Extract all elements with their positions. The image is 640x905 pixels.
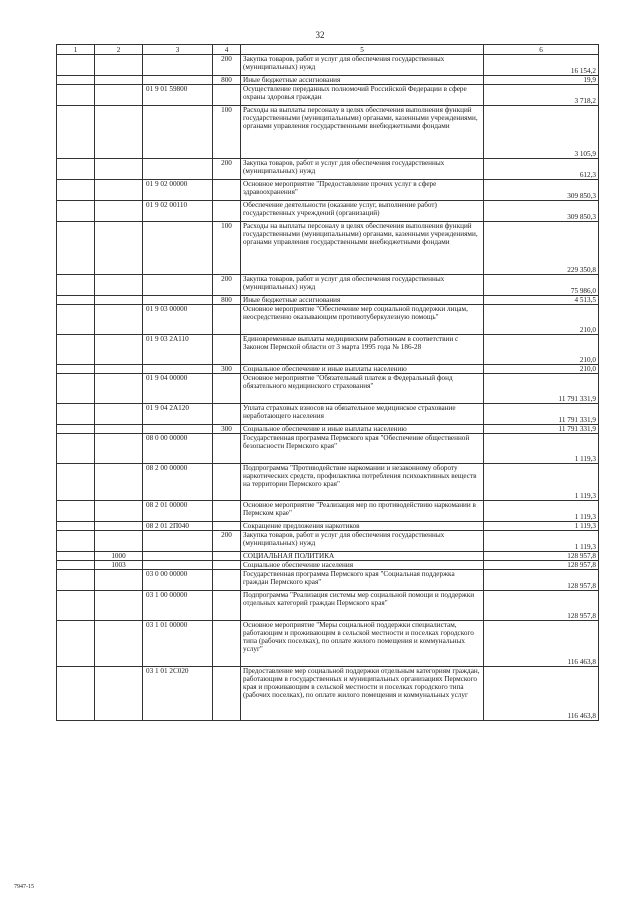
row-amount: 210,0 [484,305,599,335]
row-expense-type: 300 [213,425,241,434]
table-row [57,531,599,552]
row-section [95,374,143,404]
row-description: Закупка товаров, работ и услуг для обеспечения государственных (муниципальных) нужд [241,275,484,296]
row-section [95,106,143,159]
table-row [57,222,599,275]
row-section [95,296,143,305]
table-row [57,404,599,425]
row-amount: 4 513,5 [484,296,599,305]
row-target-code: 08 2 00 00000 [143,464,213,501]
table-row [57,305,599,335]
table-row [57,180,599,201]
table-row [57,55,599,76]
page-number: 32 [315,30,325,40]
row-section [95,201,143,222]
row-target-code: 01 9 01 59800 [143,85,213,106]
row-col1 [57,201,95,222]
row-target-code: 01 9 03 00000 [143,305,213,335]
row-expense-type [213,667,241,721]
row-amount: 11 791 331,9 [484,425,599,434]
table-row [57,434,599,464]
row-amount: 128 957,8 [484,561,599,570]
row-section [95,621,143,667]
budget-table [56,44,599,721]
row-amount: 116 463,8 [484,667,599,721]
row-amount: 1 119,3 [484,522,599,531]
row-amount: 210,0 [484,335,599,365]
row-target-code [143,106,213,159]
row-description: Сокращение предложения наркотиков [241,522,484,531]
row-col1 [57,296,95,305]
row-amount: 1 119,3 [484,501,599,522]
row-amount: 11 791 331,9 [484,374,599,404]
row-section [95,570,143,591]
row-amount: 75 986,0 [484,275,599,296]
row-target-code [143,159,213,180]
row-description: Обеспечение деятельности (оказание услуг, выполнение работ) государственных учреждений (организаций) [241,201,484,222]
row-col1 [57,570,95,591]
row-section [95,85,143,106]
row-target-code: 08 0 00 00000 [143,434,213,464]
row-expense-type: 100 [213,106,241,159]
table-row [57,106,599,159]
row-description: Расходы на выплаты персоналу в целях обеспечения выполнения функций государственными (муниципальными) органами, казенными учреждениями, органами управления государственными внебюджетными фондами [241,106,484,159]
row-expense-type: 300 [213,365,241,374]
row-section [95,305,143,335]
row-target-code [143,55,213,76]
table-row [57,335,599,365]
row-amount: 229 350,8 [484,222,599,275]
table-row [57,76,599,85]
row-target-code: 01 9 02 00000 [143,180,213,201]
row-description: Государственная программа Пермского края "Социальная поддержка граждан Пермского края" [241,570,484,591]
row-expense-type [213,621,241,667]
row-section [95,55,143,76]
row-expense-type [213,434,241,464]
row-expense-type [213,201,241,222]
row-description: Социальное обеспечение населения [241,561,484,570]
row-description: Предоставление мер социальной поддержки отдельным категориям граждан, работающим в государственных и муниципальных организациях Пермского края и проживающим в сельской местности и поселках городского типа (рабочих поселках), по оплате жилого помещения и коммунальных услуг [241,667,484,721]
table-row [57,561,599,570]
row-target-code: 03 1 00 00000 [143,591,213,621]
row-col1 [57,159,95,180]
row-description: Социальное обеспечение и иные выплаты населению [241,365,484,374]
column-number: 2 [95,45,143,55]
row-col1 [57,425,95,434]
column-number: 3 [143,45,213,55]
row-description: Основное мероприятие "Обязательный платеж в Федеральный фонд обязательного медицинского страхования" [241,374,484,404]
row-description: Основное мероприятие "Меры социальной поддержки специалистам, работающим и проживающим в сельской местности и поселках городского типа (рабочих поселках), по оплате жилого помещения и коммунальных услуг" [241,621,484,667]
row-col1 [57,404,95,425]
table-row [57,275,599,296]
row-target-code [143,425,213,434]
row-expense-type: 200 [213,531,241,552]
row-amount: 612,3 [484,159,599,180]
row-target-code [143,222,213,275]
row-amount: 11 791 331,9 [484,404,599,425]
row-expense-type: 800 [213,296,241,305]
row-section [95,76,143,85]
row-section: 1000 [95,552,143,561]
row-section [95,501,143,522]
row-expense-type: 200 [213,55,241,76]
row-expense-type [213,335,241,365]
row-target-code: 01 9 04 00000 [143,374,213,404]
row-description: Основное мероприятие "Реализация мер по противодействию наркомании в Пермском крае" [241,501,484,522]
table-row [57,552,599,561]
row-description: Основное мероприятие "Обеспечение мер социальной поддержки лицам, неосредственно оказывающим противотуберкулезную помощь" [241,305,484,335]
row-expense-type [213,374,241,404]
row-description: Социальное обеспечение и иные выплаты населению [241,425,484,434]
row-col1 [57,55,95,76]
footer-code: 7947-15 [14,884,34,890]
table-row [57,621,599,667]
row-section [95,522,143,531]
row-col1 [57,275,95,296]
row-section [95,531,143,552]
row-expense-type [213,552,241,561]
row-target-code [143,76,213,85]
row-section [95,434,143,464]
row-expense-type [213,180,241,201]
row-target-code: 01 9 03 2А110 [143,335,213,365]
table-row [57,501,599,522]
row-amount: 116 463,8 [484,621,599,667]
row-col1 [57,531,95,552]
table-row [57,296,599,305]
row-col1 [57,222,95,275]
row-section [95,159,143,180]
row-target-code [143,275,213,296]
row-target-code: 08 2 01 2П040 [143,522,213,531]
row-section [95,222,143,275]
row-target-code: 08 2 01 00000 [143,501,213,522]
row-col1 [57,434,95,464]
row-section [95,464,143,501]
row-col1 [57,365,95,374]
column-number: 4 [213,45,241,55]
table-row [57,464,599,501]
table-row [57,425,599,434]
row-description: Единовременные выплаты медицинским работникам в соответствии с Законом Пермской области от 3 марта 1995 года № 186-28 [241,335,484,365]
row-section [95,180,143,201]
row-description: Государственная программа Пермского края "Обеспечение общественной безопасности Пермского края" [241,434,484,464]
row-amount: 3 718,2 [484,85,599,106]
row-col1 [57,305,95,335]
row-amount: 128 957,8 [484,570,599,591]
row-expense-type [213,305,241,335]
row-description: Осуществление переданных полномочий Российской Федерации в сфере охраны здоровья граждан [241,85,484,106]
table-row [57,667,599,721]
row-section: 1003 [95,561,143,570]
row-amount: 3 105,9 [484,106,599,159]
column-number: 6 [484,45,599,55]
row-target-code [143,561,213,570]
row-col1 [57,561,95,570]
row-section [95,404,143,425]
row-target-code: 03 1 01 2С020 [143,667,213,721]
row-description: Подпрограмма "Реализация системы мер социальной помощи и поддержки отдельных категорий граждан Пермского края" [241,591,484,621]
row-description: Уплата страховых взносов на обязательное медицинское страхование неработающего населения [241,404,484,425]
row-target-code: 01 9 02 00110 [143,201,213,222]
row-col1 [57,501,95,522]
row-expense-type: 800 [213,76,241,85]
row-section [95,667,143,721]
column-number: 1 [57,45,95,55]
row-target-code: 01 9 04 2А120 [143,404,213,425]
row-section [95,275,143,296]
row-section [95,335,143,365]
row-col1 [57,621,95,667]
row-amount: 309 850,3 [484,180,599,201]
row-section [95,425,143,434]
row-description: Подпрограмма "Противодействие наркомании и незаконному обороту наркотических средств, профилактика потребления психоактивных веществ на территории Пермского края" [241,464,484,501]
table-row [57,570,599,591]
row-target-code: 03 0 00 00000 [143,570,213,591]
row-description: Закупка товаров, работ и услуг для обеспечения государственных (муниципальных) нужд [241,531,484,552]
row-expense-type [213,570,241,591]
row-target-code [143,296,213,305]
table-row [57,85,599,106]
row-col1 [57,374,95,404]
row-description: Иные бюджетные ассигнования [241,76,484,85]
table-row [57,374,599,404]
row-target-code: 03 1 01 00000 [143,621,213,667]
row-expense-type [213,85,241,106]
row-col1 [57,106,95,159]
row-amount: 1 119,3 [484,531,599,552]
row-col1 [57,180,95,201]
table-row [57,365,599,374]
row-section [95,591,143,621]
row-col1 [57,552,95,561]
row-description: Закупка товаров, работ и услуг для обеспечения государственных (муниципальных) нужд [241,159,484,180]
row-description: Расходы на выплаты персоналу в целях обеспечения выполнения функций государственными (муниципальными) органами, казенными учреждениями, органами управления государственными внебюджетными фондами [241,222,484,275]
row-amount: 309 850,3 [484,201,599,222]
row-amount: 210,0 [484,365,599,374]
row-description: СОЦИАЛЬНАЯ ПОЛИТИКА [241,552,484,561]
row-description: Закупка товаров, работ и услуг для обеспечения государственных (муниципальных) нужд [241,55,484,76]
row-description: Иные бюджетные ассигнования [241,296,484,305]
row-section [95,365,143,374]
row-amount: 16 154,2 [484,55,599,76]
row-expense-type: 200 [213,275,241,296]
row-expense-type [213,404,241,425]
row-amount: 19,9 [484,76,599,85]
row-expense-type [213,464,241,501]
row-col1 [57,335,95,365]
row-expense-type: 200 [213,159,241,180]
row-expense-type [213,591,241,621]
row-amount: 128 957,8 [484,552,599,561]
row-col1 [57,591,95,621]
row-expense-type [213,501,241,522]
row-expense-type [213,561,241,570]
row-description: Основное мероприятие "Предоставление прочих услуг в сфере здравоохранения" [241,180,484,201]
row-expense-type: 100 [213,222,241,275]
row-expense-type [213,522,241,531]
row-amount: 1 119,3 [484,434,599,464]
column-number: 5 [241,45,484,55]
row-col1 [57,76,95,85]
row-amount: 128 957,8 [484,591,599,621]
table-row [57,522,599,531]
row-col1 [57,464,95,501]
row-amount: 1 119,3 [484,464,599,501]
row-target-code [143,531,213,552]
table-row [57,591,599,621]
table-row [57,159,599,180]
row-col1 [57,667,95,721]
row-col1 [57,522,95,531]
column-number-row [57,45,599,55]
row-col1 [57,85,95,106]
row-target-code [143,365,213,374]
table-row [57,201,599,222]
row-target-code [143,552,213,561]
